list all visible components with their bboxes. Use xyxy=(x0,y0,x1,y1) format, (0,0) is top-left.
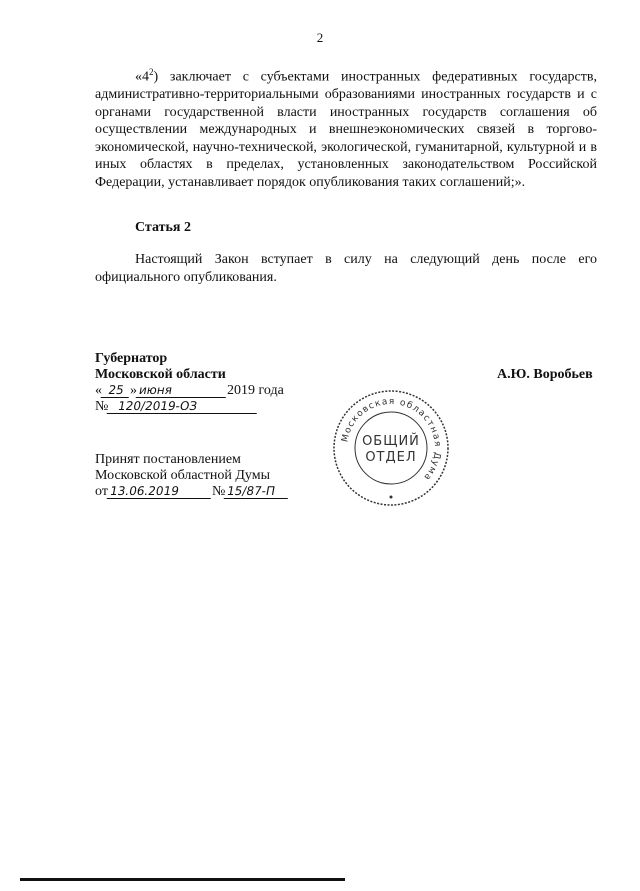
article-2-text: Настоящий Закон вступает в силу на следующий день после его официального опубликования. xyxy=(95,252,597,285)
law-number-prefix: № xyxy=(95,399,109,414)
signing-day: 25 xyxy=(101,383,132,398)
signer-name: А.Ю. Воробьев xyxy=(497,367,593,382)
page-number: 2 xyxy=(316,30,324,45)
article-1-paragraph xyxy=(95,64,597,191)
adoption-block xyxy=(95,452,289,500)
adoption-date-line xyxy=(95,484,289,500)
paragraph-quote-open: «4 xyxy=(135,69,149,85)
signing-year: 2019 года xyxy=(227,383,284,398)
bottom-rule xyxy=(20,878,345,881)
adoption-date: 13.06.2019 xyxy=(107,484,214,499)
stamp-ring-text: Московская областная Дума xyxy=(340,396,443,483)
signer-position-line-2: Московской области xyxy=(95,367,226,382)
stamp-center-line-1: ОБЩИЙ xyxy=(362,434,420,449)
article-2-title: Статья 2 xyxy=(135,220,191,235)
date-quote-close: » xyxy=(130,383,137,398)
adoption-date-prefix: от xyxy=(95,484,108,499)
signing-date-line xyxy=(95,383,284,399)
signer-position-line-1: Губернатор xyxy=(95,351,168,366)
adoption-number-prefix: № xyxy=(211,484,226,499)
law-number-line xyxy=(95,399,284,415)
stamp-dot xyxy=(390,496,393,499)
adoption-number: 15/87-П xyxy=(224,484,291,499)
adoption-line-1: Принят постановлением xyxy=(95,452,241,467)
date-quote-open: « xyxy=(95,383,102,398)
paragraph-superscript: 2 xyxy=(149,67,154,77)
law-number: 120/2019-ОЗ xyxy=(107,399,260,414)
stamp-center-line-2: ОТДЕЛ xyxy=(365,450,417,465)
signing-month: июня xyxy=(136,383,229,398)
stamp-seal xyxy=(330,387,452,509)
paragraph-body: ) заключает с субъектами иностранных федеративных государств, административно-территориальными образованиями иностранных государств и с органами государственной власти иностранных государств соглашения об осуществлении международных и внешнеэкономических связей в торгово-экономической, научно-технической, экологической, гуманитарной, культурной и в иных областях в пределах, установленных законодательством Российской Федерации, устанавливает порядок опубликования таких соглашений;». xyxy=(95,69,597,190)
adoption-line-2: Московской областной Думы xyxy=(95,468,270,483)
signature-block xyxy=(95,351,284,415)
